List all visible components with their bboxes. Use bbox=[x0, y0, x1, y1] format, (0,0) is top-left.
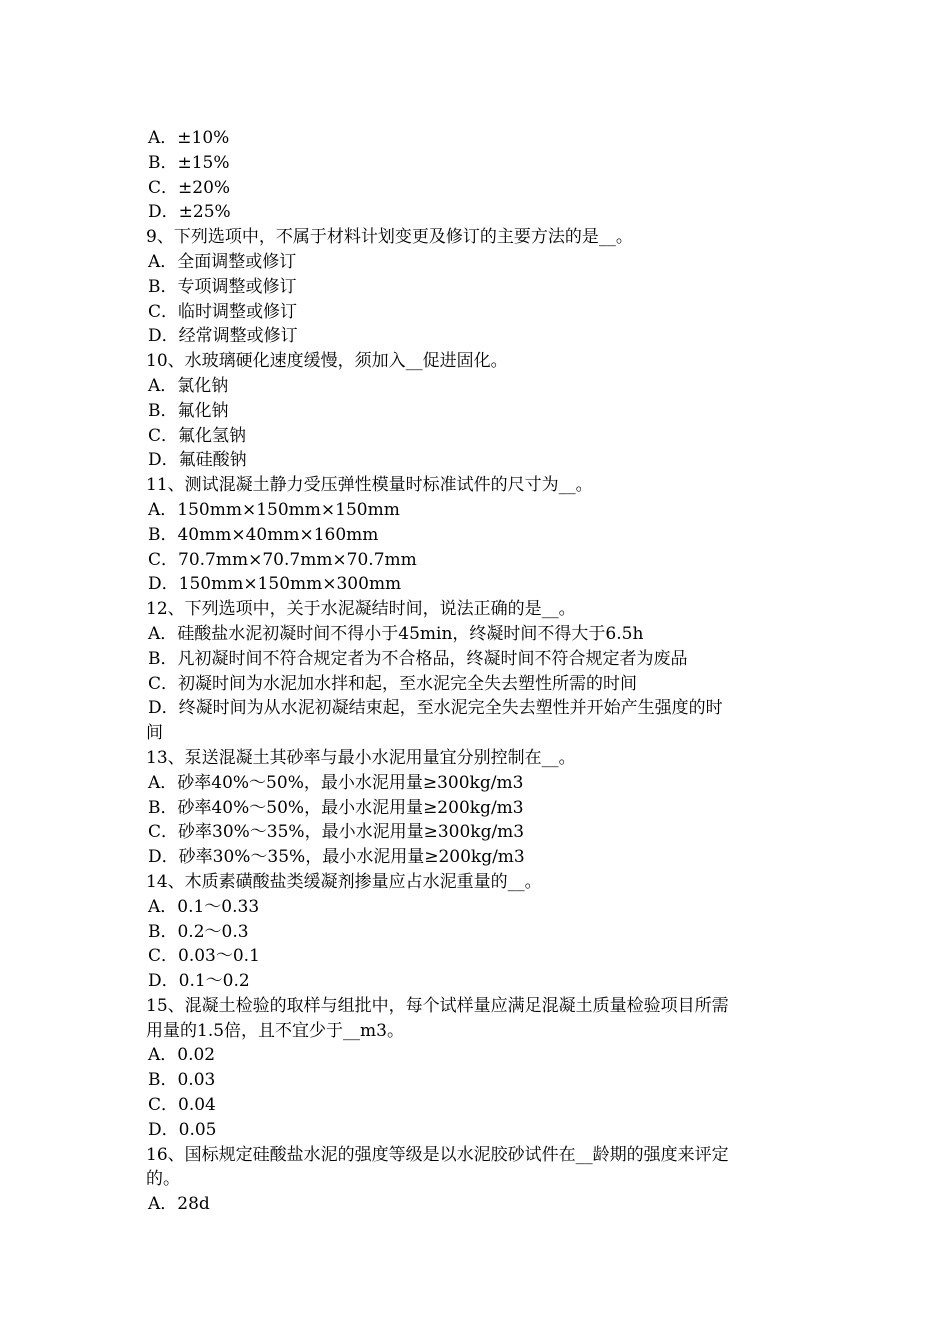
option-line: B．40mm×40mm×160mm bbox=[148, 524, 379, 545]
option-line: C．临时调整或修订 bbox=[148, 301, 298, 322]
question-line: 11、测试混凝土静力受压弹性模量时标准试件的尺寸为__。 bbox=[146, 475, 593, 496]
option-line: C．初凝时间为水泥加水拌和起，至水泥完全失去塑性所需的时间 bbox=[148, 673, 638, 694]
option-line: D．氟硅酸钠 bbox=[148, 450, 247, 471]
question-list bbox=[146, 126, 810, 1217]
option-line: C．氟化氢钠 bbox=[148, 425, 247, 446]
question-line: 9、下列选项中，不属于材料计划变更及修订的主要方法的是__。 bbox=[146, 227, 633, 248]
option-line: A．28d bbox=[148, 1194, 210, 1215]
option-line: B．凡初凝时间不符合规定者为不合格品，终凝时间不符合规定者为废品 bbox=[148, 648, 688, 669]
question-line: 16、国标规定硅酸盐水泥的强度等级是以水泥胶砂试件在__龄期的强度来评定 bbox=[146, 1144, 729, 1165]
option-line: B．专项调整或修订 bbox=[148, 276, 297, 297]
option-line: B．砂率40%～50%，最小水泥用量≥200kg/m3 bbox=[148, 797, 524, 818]
question-line: 13、泵送混凝土其砂率与最小水泥用量宜分别控制在__。 bbox=[146, 747, 576, 768]
option-line: A．150mm×150mm×150mm bbox=[148, 499, 400, 520]
option-line: C．0.03～0.1 bbox=[148, 946, 260, 967]
option-line: B．0.03 bbox=[148, 1070, 216, 1091]
option-line: D．±25% bbox=[148, 202, 231, 223]
option-line: D．0.05 bbox=[148, 1119, 217, 1140]
question-line: 15、混凝土检验的取样与组批中，每个试样量应满足混凝土质量检验项目所需 bbox=[146, 995, 729, 1016]
option-line: D．砂率30%～35%，最小水泥用量≥200kg/m3 bbox=[148, 847, 525, 868]
option-line: B．氟化钠 bbox=[148, 400, 229, 421]
option-line: A．±10% bbox=[148, 128, 230, 148]
question-line: 14、木质素磺酸盐类缓凝剂掺量应占水泥重量的__。 bbox=[146, 871, 542, 892]
option-line: D．经常调整或修订 bbox=[148, 326, 298, 347]
option-line: D．0.1～0.2 bbox=[148, 971, 250, 992]
continuation-line: 间 bbox=[146, 723, 163, 744]
option-line: B．±15% bbox=[148, 152, 230, 173]
option-line: C．±20% bbox=[148, 177, 231, 198]
option-line: A．0.02 bbox=[148, 1045, 216, 1066]
option-line: A．全面调整或修订 bbox=[148, 251, 297, 272]
option-line: B．0.2～0.3 bbox=[148, 921, 249, 942]
option-line: C．0.04 bbox=[148, 1095, 216, 1116]
option-line: A．0.1～0.33 bbox=[148, 896, 260, 917]
option-line: D．150mm×150mm×300mm bbox=[148, 574, 402, 595]
question-line: 10、水玻璃硬化速度缓慢，须加入__促进固化。 bbox=[146, 351, 508, 372]
option-line: C．70.7mm×70.7mm×70.7mm bbox=[148, 549, 417, 570]
option-line: D．终凝时间为从水泥初凝结束起，至水泥完全失去塑性并开始产生强度的时 bbox=[148, 698, 723, 719]
continuation-line: 的。 bbox=[146, 1169, 180, 1190]
continuation-line: 用量的1.5倍，且不宜少于__m3。 bbox=[146, 1020, 404, 1041]
option-line: A．硅酸盐水泥初凝时间不得小于45min，终凝时间不得大于6.5h bbox=[148, 623, 644, 644]
option-line: A．氯化钠 bbox=[148, 375, 229, 396]
question-line: 12、下列选项中，关于水泥凝结时间，说法正确的是__。 bbox=[146, 599, 576, 620]
option-line: C．砂率30%～35%，最小水泥用量≥300kg/m3 bbox=[148, 822, 525, 843]
option-line: A．砂率40%～50%，最小水泥用量≥300kg/m3 bbox=[148, 772, 524, 793]
